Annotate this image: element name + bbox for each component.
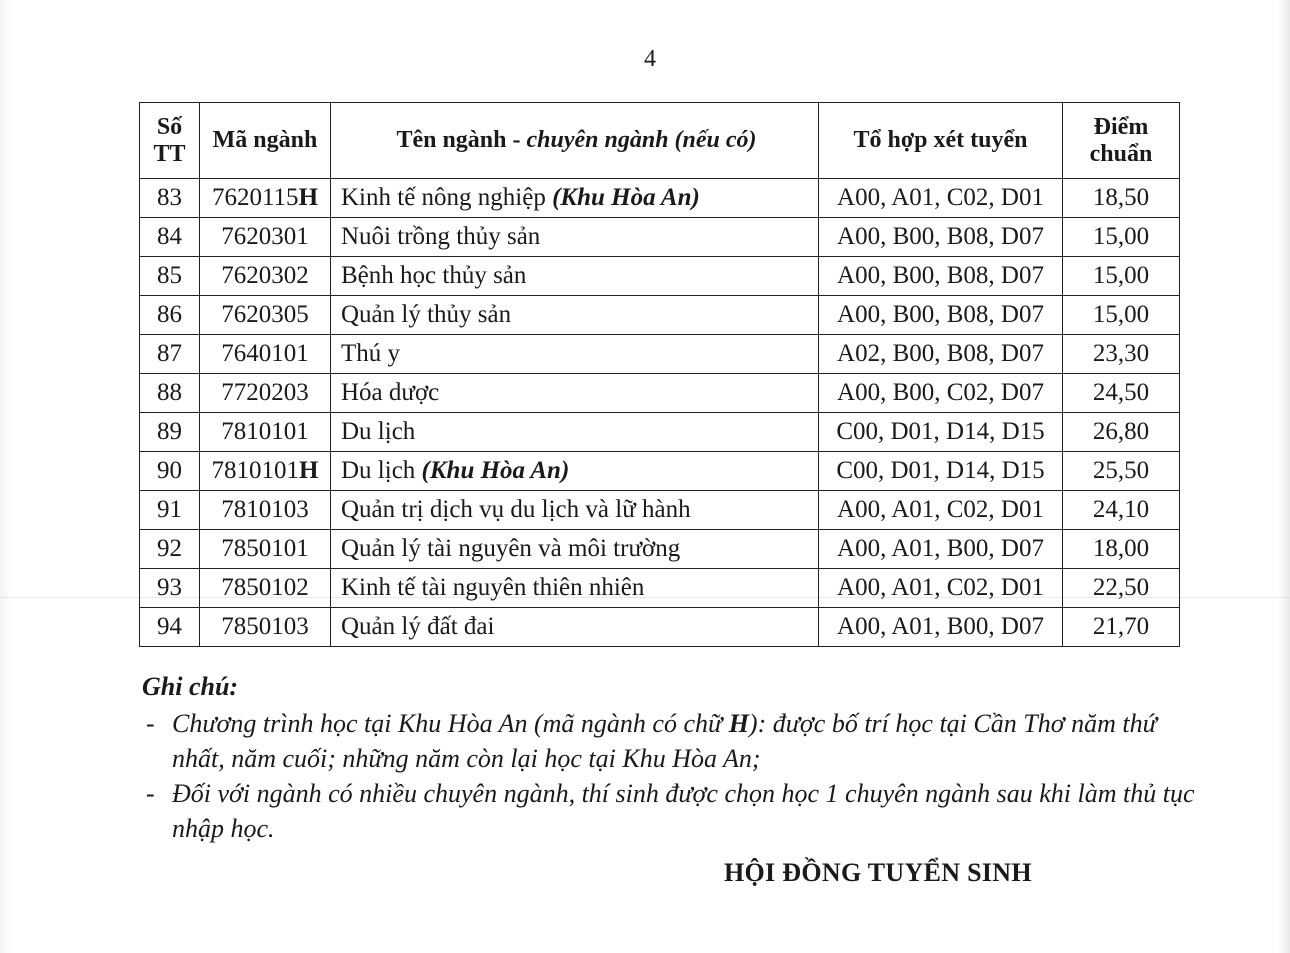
major-code-number: 7620302 [221,262,309,290]
cell-major-name [331,413,819,452]
cell-score: 15,00 [1063,257,1180,296]
major-campus-note: (Khu Hòa An) [552,184,700,212]
cell-major-name [331,296,819,335]
major-name-text: Du lịch [341,418,416,446]
cell-score: 18,50 [1063,179,1180,218]
header-major-name-plain: Tên ngành - [396,127,527,154]
major-name-text: Quản lý tài nguyên và môi trường [341,535,681,563]
cell-major-code [200,608,331,647]
header-combination: Tổ hợp xét tuyển [819,103,1063,179]
header-score: Điểm chuẩn [1063,103,1180,179]
cell-major-code [200,413,331,452]
table-row [140,530,1180,569]
cell-major-code [200,179,331,218]
major-code-number: 7620305 [221,301,309,329]
cell-major-name [331,530,819,569]
cell-stt: 84 [140,218,200,257]
table-header-row [140,103,1180,179]
major-name-text: Thú y [341,340,401,368]
header-major-code: Mã ngành [200,103,331,179]
cell-score: 24,50 [1063,374,1180,413]
cell-major-name [331,179,819,218]
major-name-text: Quản lý đất đai [341,613,495,641]
cell-major-code [200,452,331,491]
cell-major-code [200,530,331,569]
table-row [140,218,1180,257]
major-name-text: Hóa dược [341,379,440,407]
note-item [142,776,1202,846]
cell-major-code [200,218,331,257]
cell-score: 21,70 [1063,608,1180,647]
cell-score: 26,80 [1063,413,1180,452]
cell-major-code [200,569,331,608]
table-row [140,413,1180,452]
table-row [140,257,1180,296]
cell-combination: A00, A01, C02, D01 [819,491,1063,530]
table-row [140,374,1180,413]
notes-title: Ghi chú: [142,672,239,701]
cell-combination: A00, A01, B00, D07 [819,530,1063,569]
major-code-number: 7640101 [221,340,309,368]
cell-major-name [331,218,819,257]
note-dash: - [146,779,155,808]
note-dash: - [146,709,155,738]
major-campus-note: (Khu Hòa An) [421,457,570,485]
admission-scores-table [139,102,1180,647]
cell-score: 25,50 [1063,452,1180,491]
cell-stt: 91 [140,491,200,530]
major-code-number: 7810101 [221,418,309,446]
cell-stt: 93 [140,569,200,608]
major-name-text: Quản trị dịch vụ du lịch và lữ hành [341,496,691,524]
major-name-text: Bệnh học thủy sản [341,262,527,290]
table-row [140,452,1180,491]
table-row [140,608,1180,647]
cell-major-name [331,608,819,647]
cell-major-name [331,335,819,374]
cell-score: 22,50 [1063,569,1180,608]
note-text: Chương trình học tại Khu Hòa An (mã ngành có chữ [172,709,729,738]
major-code-number: 7850101 [221,535,309,563]
cell-stt: 86 [140,296,200,335]
major-name-text: Kinh tế nông nghiệp [341,184,553,212]
cell-major-name [331,491,819,530]
cell-stt: 83 [140,179,200,218]
cell-major-name [331,452,819,491]
note-item [142,706,1202,776]
major-name-text: Kinh tế tài nguyên thiên nhiên [341,574,645,602]
cell-stt: 87 [140,335,200,374]
cell-major-name [331,374,819,413]
cell-combination: A00, B00, B08, D07 [819,218,1063,257]
header-major-name [331,103,819,179]
cell-stt: 88 [140,374,200,413]
note-text: ): được bố trí học tại Cần Thơ năm thứ nhất, năm cuối; những năm còn lại học tại Khu Hòa An; [172,709,1157,773]
major-name-text: Nuôi trồng thủy sản [341,223,541,251]
cell-combination: A00, B00, B08, D07 [819,296,1063,335]
page-number: 4 [644,46,656,72]
table-row [140,296,1180,335]
cell-score: 15,00 [1063,296,1180,335]
major-name-text: Du lịch [341,457,422,485]
major-code-number: 7850103 [221,613,309,641]
major-code-number: 7720203 [221,379,309,407]
cell-combination: A00, A01, B00, D07 [819,608,1063,647]
cell-stt: 85 [140,257,200,296]
cell-major-name [331,257,819,296]
notes-section [142,672,1202,846]
major-code-number: 7850102 [221,574,309,602]
note-text: Đối với ngành có nhiều chuyên ngành, thí sinh được chọn học 1 chuyên ngành sau khi làm thủ tục nhập học. [172,779,1195,843]
cell-major-name [331,569,819,608]
cell-stt: 89 [140,413,200,452]
cell-major-code [200,296,331,335]
table-row [140,179,1180,218]
table-row [140,569,1180,608]
cell-score: 18,00 [1063,530,1180,569]
cell-score: 15,00 [1063,218,1180,257]
cell-score: 23,30 [1063,335,1180,374]
cell-combination: C00, D01, D14, D15 [819,413,1063,452]
cell-major-code [200,335,331,374]
cell-major-code [200,374,331,413]
major-code-suffix: H [298,184,319,212]
cell-score: 24,10 [1063,491,1180,530]
cell-stt: 94 [140,608,200,647]
cell-stt: 90 [140,452,200,491]
cell-combination: C00, D01, D14, D15 [819,452,1063,491]
cell-combination: A00, B00, B08, D07 [819,257,1063,296]
header-stt: Số TT [140,103,200,179]
cell-combination: A02, B00, B08, D07 [819,335,1063,374]
cell-stt: 92 [140,530,200,569]
major-code-number: 7810101 [211,457,300,485]
major-code-suffix: H [299,457,319,485]
cell-major-code [200,491,331,530]
major-code-number: 7620301 [221,223,309,251]
signature-council: HỘI ĐỒNG TUYỂN SINH [724,858,1032,887]
header-major-name-italic: chuyên ngành (nếu có) [526,127,757,154]
major-code-number: 7620115 [211,184,299,212]
table-row [140,491,1180,530]
cell-combination: A00, B00, C02, D07 [819,374,1063,413]
cell-combination: A00, A01, C02, D01 [819,569,1063,608]
major-name-text: Quản lý thủy sản [341,301,512,329]
note-text-bold: H [728,709,749,738]
major-code-number: 7810103 [221,496,309,524]
table-row [140,335,1180,374]
cell-major-code [200,257,331,296]
cell-combination: A00, A01, C02, D01 [819,179,1063,218]
